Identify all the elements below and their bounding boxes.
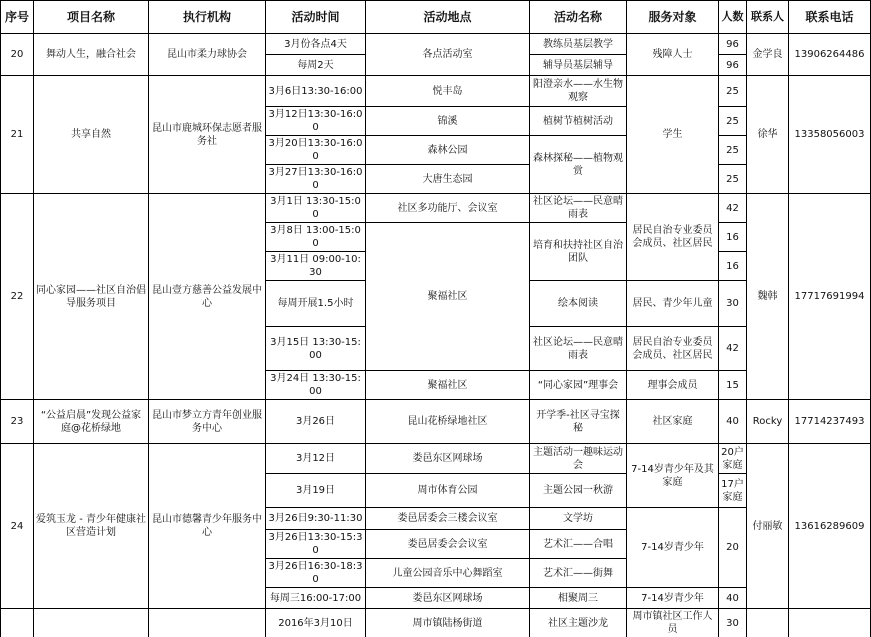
activity-place: 娄邑居委会三楼会议室 (366, 508, 530, 530)
header-org: 执行机构 (149, 1, 266, 34)
activity-name: 绘本阅读 (530, 281, 627, 327)
activity-time: 3月15日 13:30-15:00 (266, 327, 366, 371)
activity-time: 3月20日13:30-16:00 (266, 136, 366, 165)
contact-phone: 13358056003 (789, 76, 871, 194)
activity-name: 社区论坛——民意晴雨表 (530, 327, 627, 371)
project-no (1, 609, 34, 637)
activity-place: 周市镇陆杨街道 (366, 609, 530, 637)
project-name: 共享自然 (34, 76, 149, 194)
service-target: 残障人士 (627, 34, 719, 76)
header-time: 活动时间 (266, 1, 366, 34)
activity-name: 培育和扶持社区自治团队 (530, 223, 627, 281)
activity-place: 大唐生态园 (366, 165, 530, 194)
activity-name: 相聚周三 (530, 588, 627, 609)
header-row (1, 1, 871, 34)
service-target: 居民、青少年儿童 (627, 281, 719, 327)
project-no: 20 (1, 34, 34, 76)
activity-name: 辅导员基层辅导 (530, 55, 627, 76)
activity-place: 儿童公园音乐中心舞蹈室 (366, 559, 530, 588)
activity-place: 森林公园 (366, 136, 530, 165)
activity-name: 阳澄亲水——水生物观察 (530, 76, 627, 107)
participant-count: 30 (719, 609, 747, 637)
activity-place: 周市体育公园 (366, 474, 530, 508)
activity-place: 娄邑东区网球场 (366, 444, 530, 474)
service-target: 社区家庭 (627, 400, 719, 444)
activity-time: 每周2天 (266, 55, 366, 76)
service-target: 学生 (627, 76, 719, 194)
activity-time: 3月26日9:30-11:30 (266, 508, 366, 530)
participant-count: 25 (719, 165, 747, 194)
service-target: 理事会成员 (627, 371, 719, 400)
header-count: 人数 (719, 1, 747, 34)
table-row (1, 444, 871, 474)
activity-name: 主题活动一趣味运动会 (530, 444, 627, 474)
participant-count: 16 (719, 223, 747, 252)
contact-person: 魏韩 (747, 194, 789, 400)
activity-time: 3月24日 13:30-15:00 (266, 371, 366, 400)
table-row (1, 76, 871, 107)
header-target: 服务对象 (627, 1, 719, 34)
activity-name: 植树节植树活动 (530, 107, 627, 136)
activity-place: 各点活动室 (366, 34, 530, 76)
activity-place: 社区多功能厅、会议室 (366, 194, 530, 223)
activity-name: 森林探秘——植物观赏 (530, 136, 627, 194)
activity-place: 聚福社区 (366, 371, 530, 400)
activity-name: 教练员基层教学 (530, 34, 627, 55)
service-target: 7-14岁青少年 (627, 508, 719, 588)
activity-time: 每周开展1.5小时 (266, 281, 366, 327)
project-org: 昆山壹方慈善公益发展中心 (149, 194, 266, 400)
project-org: 昆山市梦立方青年创业服务中心 (149, 400, 266, 444)
project-name: “公益启晨”发现公益家庭@花桥绿地 (34, 400, 149, 444)
project-org: 昆山市德馨青少年服务中心 (149, 444, 266, 609)
project-name: 同心家园——社区自治倡导服务项目 (34, 194, 149, 400)
participant-count: 25 (719, 76, 747, 107)
activity-place: 昆山花桥绿地社区 (366, 400, 530, 444)
activity-place: 锦溪 (366, 107, 530, 136)
service-target: 7-14岁青少年 (627, 588, 719, 609)
service-target: 居民自治专业委员会成员、社区居民 (627, 327, 719, 371)
table-row (1, 609, 871, 637)
table-row (1, 194, 871, 223)
header-no: 序号 (1, 1, 34, 34)
contact-person (747, 609, 789, 637)
participant-count: 40 (719, 588, 747, 609)
activity-time: 3月26日16:30-18:30 (266, 559, 366, 588)
contact-phone (789, 609, 871, 637)
activity-name: “同心家园”理事会 (530, 371, 627, 400)
contact-person: 徐华 (747, 76, 789, 194)
participant-count: 40 (719, 400, 747, 444)
activity-time: 3月1日 13:30-15:00 (266, 194, 366, 223)
activity-time: 3月26日 (266, 400, 366, 444)
activity-place: 聚福社区 (366, 223, 530, 371)
contact-phone: 13616289609 (789, 444, 871, 609)
activity-name: 主题公园一秋游 (530, 474, 627, 508)
activity-time: 3月份各点4天 (266, 34, 366, 55)
project-no: 22 (1, 194, 34, 400)
participant-count: 96 (719, 55, 747, 76)
service-target: 7-14岁青少年及其家庭 (627, 444, 719, 508)
service-target: 周市镇社区工作人员 (627, 609, 719, 637)
project-org: 昆山市鹿城环保志愿者服务社 (149, 76, 266, 194)
participant-count: 20户家庭 (719, 444, 747, 474)
participant-count: 42 (719, 194, 747, 223)
participant-count: 25 (719, 136, 747, 165)
activity-name: 开学季-社区寻宝探秘 (530, 400, 627, 444)
activity-time: 3月19日 (266, 474, 366, 508)
project-no: 24 (1, 444, 34, 609)
contact-person: Rocky (747, 400, 789, 444)
table-row (1, 34, 871, 55)
participant-count: 15 (719, 371, 747, 400)
header-project-name: 项目名称 (34, 1, 149, 34)
activity-time: 3月12日 (266, 444, 366, 474)
header-place: 活动地点 (366, 1, 530, 34)
service-target: 居民自治专业委员会成员、社区居民 (627, 194, 719, 281)
contact-phone: 17717691994 (789, 194, 871, 400)
activity-place: 娄邑居委会会议室 (366, 530, 530, 559)
participant-count: 17户家庭 (719, 474, 747, 508)
activity-time: 3月27日13:30-16:00 (266, 165, 366, 194)
project-no: 21 (1, 76, 34, 194)
activity-time: 每周三16:00-17:00 (266, 588, 366, 609)
activity-place: 悦丰岛 (366, 76, 530, 107)
contact-person: 付丽敏 (747, 444, 789, 609)
participant-count: 16 (719, 252, 747, 281)
participant-count: 42 (719, 327, 747, 371)
activity-time: 3月12日13:30-16:00 (266, 107, 366, 136)
header-phone: 联系电话 (789, 1, 871, 34)
activity-time: 3月6日13:30-16:00 (266, 76, 366, 107)
header-activity: 活动名称 (530, 1, 627, 34)
activity-name: 文学坊 (530, 508, 627, 530)
contact-phone: 17714237493 (789, 400, 871, 444)
activity-time: 3月11日 09:00-10:30 (266, 252, 366, 281)
activity-name: 社区论坛——民意晴雨表 (530, 194, 627, 223)
project-name: 爱筑玉龙 - 青少年健康社区营造计划 (34, 444, 149, 609)
activity-time: 2016年3月10日 (266, 609, 366, 637)
project-org: 昆山市柔力球协会 (149, 34, 266, 76)
participant-count: 96 (719, 34, 747, 55)
contact-person: 金学良 (747, 34, 789, 76)
participant-count: 25 (719, 107, 747, 136)
project-name (34, 609, 149, 637)
activity-time: 3月8日 13:00-15:00 (266, 223, 366, 252)
participant-count: 30 (719, 281, 747, 327)
project-no: 23 (1, 400, 34, 444)
table-row (1, 400, 871, 444)
activity-name: 艺术汇——合唱 (530, 530, 627, 559)
activity-place: 娄邑东区网球场 (366, 588, 530, 609)
header-contact: 联系人 (747, 1, 789, 34)
activity-time: 3月26日13:30-15:30 (266, 530, 366, 559)
contact-phone: 13906264486 (789, 34, 871, 76)
activity-name: 社区主题沙龙 (530, 609, 627, 637)
activity-name: 艺术汇——街舞 (530, 559, 627, 588)
project-name: 舞动人生，融合社会 (34, 34, 149, 76)
project-org (149, 609, 266, 637)
participant-count: 20 (719, 508, 747, 588)
